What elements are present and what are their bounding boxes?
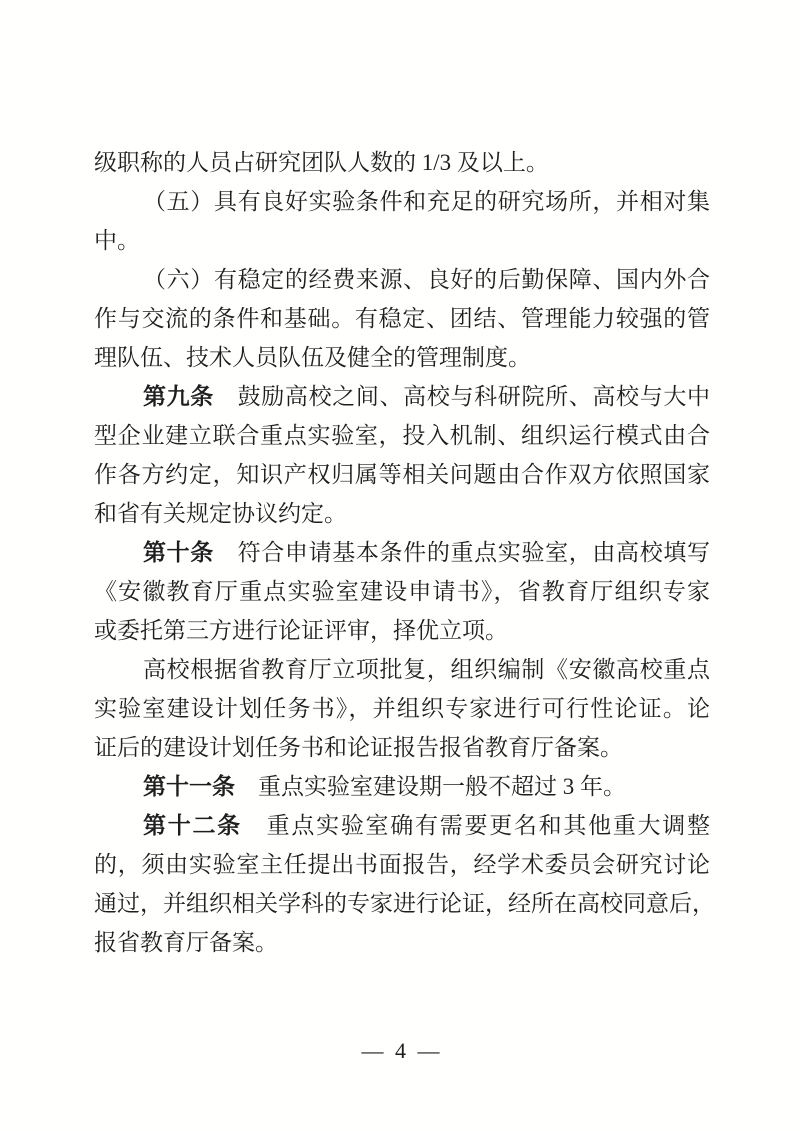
line-text: 型企业建立联合重点实验室，投入机制、组织运行模式由合 bbox=[94, 423, 710, 448]
text-line bbox=[94, 182, 710, 221]
text-line bbox=[94, 689, 710, 728]
text-line bbox=[94, 377, 710, 416]
line-text: 重点实验室确有需要更名和其他重大调整 bbox=[241, 813, 711, 838]
line-text: 级职称的人员占研究团队人数的 1/3 及以上。 bbox=[94, 150, 549, 175]
text-line bbox=[94, 533, 710, 572]
line-text: 符合申请基本条件的重点实验室，由高校填写 bbox=[213, 540, 711, 565]
line-text: 重点实验室建设期一般不超过 3 年。 bbox=[235, 774, 626, 799]
text-line bbox=[94, 845, 710, 884]
line-text: 或委托第三方进行论证评审，择优立项。 bbox=[94, 618, 508, 643]
page-number: — 4 — bbox=[361, 1038, 443, 1063]
line-text: （五）具有良好实验条件和充足的研究场所，并相对集 bbox=[143, 189, 710, 214]
text-line bbox=[94, 299, 710, 338]
text-line bbox=[94, 221, 710, 260]
text-line bbox=[94, 884, 715, 923]
text-line bbox=[94, 338, 710, 377]
line-text: 作各方约定，知识产权归属等相关问题由合作双方依照国家 bbox=[94, 462, 710, 487]
text-line bbox=[94, 923, 710, 962]
line-text: 高校根据省教育厅立项批复，组织编制《安徽高校重点 bbox=[143, 657, 710, 682]
text-line bbox=[94, 650, 710, 689]
document-body bbox=[94, 143, 715, 962]
line-text: 报省教育厅备案。 bbox=[94, 930, 278, 955]
text-line bbox=[94, 143, 710, 182]
text-line bbox=[94, 728, 710, 767]
article-number: 第九条 bbox=[143, 383, 214, 409]
text-line bbox=[94, 611, 710, 650]
text-line bbox=[94, 455, 710, 494]
line-text: （六）有稳定的经费来源、良好的后勤保障、国内外合 bbox=[143, 267, 710, 292]
article-number: 第十条 bbox=[143, 539, 214, 565]
article-number: 第十一条 bbox=[143, 773, 235, 799]
line-text: 作与交流的条件和基础。有稳定、团结、管理能力较强的管 bbox=[94, 306, 710, 331]
line-text: 证后的建设计划任务书和论证报告报省教育厅备案。 bbox=[94, 735, 623, 760]
text-line bbox=[94, 572, 710, 611]
line-text: 实验室建设计划任务书》，并组织专家进行可行性论证。论 bbox=[94, 696, 710, 721]
text-line bbox=[94, 260, 710, 299]
line-text: 和省有关规定协议约定。 bbox=[94, 501, 347, 526]
text-line bbox=[94, 767, 710, 806]
text-line bbox=[94, 806, 710, 845]
text-line bbox=[94, 416, 710, 455]
line-text: 理队伍、技术人员队伍及健全的管理制度。 bbox=[94, 345, 531, 370]
text-line bbox=[94, 494, 710, 533]
line-text: 鼓励高校之间、高校与科研院所、高校与大中 bbox=[213, 384, 711, 409]
line-text: 的，须由实验室主任提出书面报告，经学术委员会研究讨论 bbox=[94, 852, 710, 877]
line-text: 中。 bbox=[94, 228, 140, 253]
line-text: 通过，并组织相关学科的专家进行论证，经所在高校同意后， bbox=[94, 891, 715, 916]
line-text: 《安徽教育厅重点实验室建设申请书》，省教育厅组织专家 bbox=[94, 579, 710, 604]
article-number: 第十二条 bbox=[143, 812, 242, 838]
